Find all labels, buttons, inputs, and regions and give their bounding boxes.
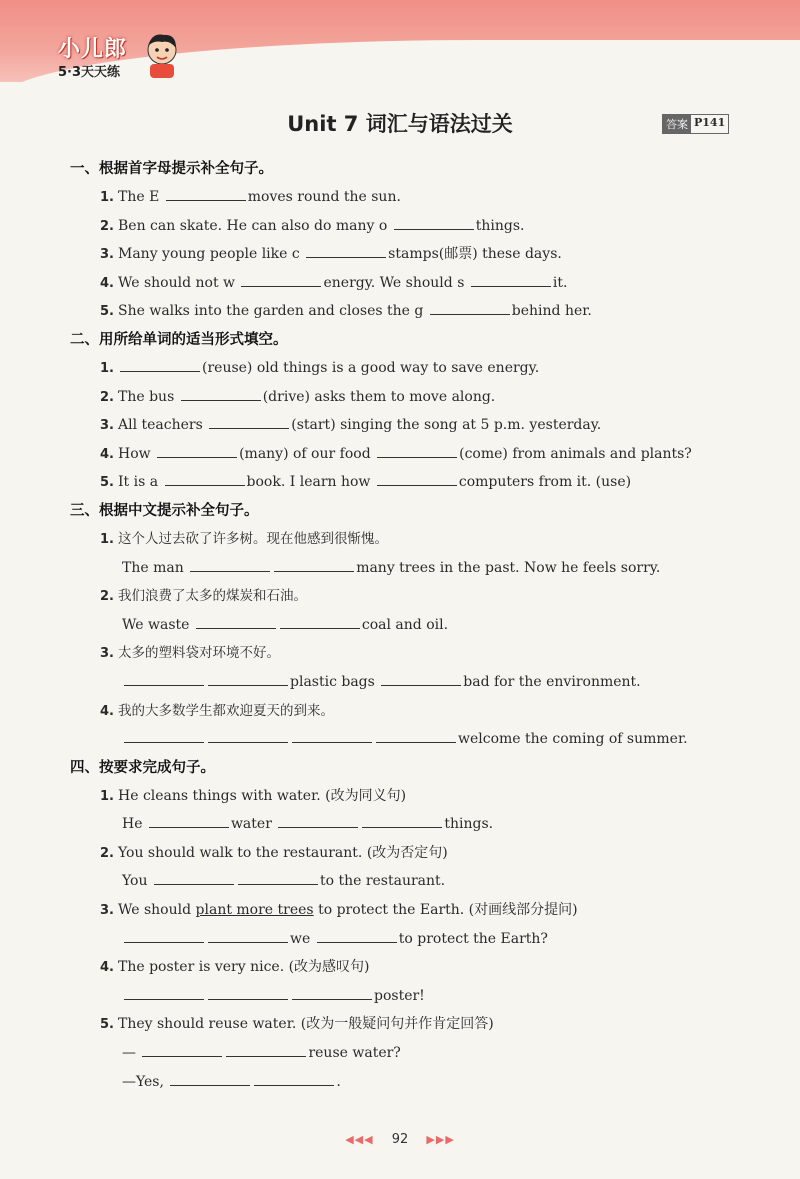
question-line — [70, 697, 750, 726]
section-title: 三、根据中文提示补全句子。 — [70, 502, 259, 519]
question-number: 4. — [100, 960, 114, 976]
question-number: 5. — [100, 475, 114, 491]
question-number: 1. — [100, 788, 114, 804]
question-number: 4. — [100, 446, 114, 462]
question-text: (many) of our food — [239, 445, 371, 462]
question-text: things. — [475, 217, 525, 234]
question-text: He — [122, 816, 143, 833]
question-text: The bus — [118, 388, 175, 405]
question-line — [70, 212, 750, 241]
answer-blank[interactable] — [241, 272, 321, 287]
question-number: 3. — [100, 646, 114, 662]
answer-blank[interactable] — [280, 614, 360, 629]
question-line — [70, 639, 750, 668]
question-text: behind her. — [511, 303, 592, 320]
answer-blank[interactable] — [292, 728, 372, 743]
question-text: Ben can skate. He can also do many o — [118, 217, 388, 234]
question-text: We should — [118, 902, 196, 919]
question-text: book. I learn how — [246, 474, 371, 491]
question-line — [70, 582, 750, 611]
answer-line — [70, 867, 750, 896]
question-number: 2. — [100, 389, 114, 405]
question-line — [70, 953, 750, 982]
question-text: Many young people like c — [118, 246, 300, 263]
question-number: 1. — [100, 531, 114, 547]
answer-blank[interactable] — [181, 386, 261, 401]
question-text: She walks into the garden and closes the g — [118, 303, 424, 320]
answer-blank[interactable] — [209, 414, 289, 429]
question-text: You should walk to the restaurant. (改为否定句) — [118, 844, 448, 861]
question-text: . — [336, 1073, 341, 1090]
answer-reference[interactable] — [662, 114, 729, 134]
question-line — [70, 411, 750, 440]
question-text: stamps(邮票) these days. — [388, 246, 562, 263]
question-line — [70, 839, 750, 868]
answer-blank[interactable] — [208, 671, 288, 686]
question-text: We should not w — [118, 274, 236, 291]
question-line — [70, 383, 750, 412]
answer-line — [70, 725, 750, 754]
question-text: The poster is very nice. (改为感叹句) — [118, 959, 370, 976]
question-number: 4. — [100, 275, 114, 291]
question-number: 3. — [100, 903, 114, 919]
answer-line — [70, 925, 750, 954]
question-text: We waste — [122, 616, 190, 633]
question-line — [70, 525, 750, 554]
question-line — [70, 782, 750, 811]
logo — [58, 32, 127, 80]
answer-blank[interactable] — [377, 443, 457, 458]
page-number: 92 — [391, 1132, 409, 1147]
question-text: They should reuse water. (改为一般疑问句并作肯定回答) — [118, 1016, 494, 1033]
question-number: 3. — [100, 418, 114, 434]
answer-blank[interactable] — [154, 870, 234, 885]
question-text: coal and oil. — [361, 616, 449, 633]
question-text: to protect the Earth? — [398, 930, 548, 947]
question-text: plastic bags — [290, 673, 375, 690]
question-text: 我的大多数学生都欢迎夏天的到来。 — [118, 702, 334, 719]
question-text: The man — [122, 559, 184, 576]
question-text: things. — [444, 816, 494, 833]
question-text: 这个人过去砍了许多树。现在他感到很惭愧。 — [118, 530, 388, 547]
answer-line — [70, 982, 750, 1011]
question-line — [70, 183, 750, 212]
question-line — [70, 297, 750, 326]
question-number: 1. — [100, 190, 114, 205]
question-number: 2. — [100, 218, 114, 234]
question-text: All teachers — [118, 417, 203, 434]
question-text: many trees in the past. Now he feels sorry. — [356, 559, 661, 576]
answer-blank[interactable] — [377, 471, 457, 486]
question-text: He cleans things with water. (改为同义句) — [118, 787, 407, 804]
exercise-content — [70, 155, 750, 1096]
question-text: (start) singing the song at 5 p.m. yesterday. — [291, 417, 602, 434]
section-title: 一、根据首字母提示补全句子。 — [70, 161, 273, 177]
answer-blank[interactable] — [196, 614, 276, 629]
answer-blank[interactable] — [165, 471, 245, 486]
question-text: The E — [118, 189, 160, 205]
answer-blank[interactable] — [362, 813, 442, 828]
question-line — [70, 896, 750, 925]
answer-line — [70, 1068, 750, 1097]
question-text: energy. We should s — [323, 274, 465, 291]
question-text: How — [118, 445, 151, 462]
question-text: 太多的塑料袋对环境不好。 — [118, 645, 280, 662]
question-text: to protect the Earth. (对画线部分提问) — [318, 902, 578, 919]
answer-blank[interactable] — [376, 728, 456, 743]
question-number: 2. — [100, 589, 114, 605]
question-text: (reuse) old things is a good way to save energy. — [202, 359, 540, 376]
answer-blank[interactable] — [238, 870, 318, 885]
question-text: You — [122, 873, 148, 890]
question-line — [70, 440, 750, 469]
question-text: reuse water? — [308, 1045, 401, 1062]
answer-line — [70, 554, 750, 583]
question-line — [70, 1010, 750, 1039]
answer-line — [70, 1039, 750, 1068]
question-text: it. — [552, 274, 568, 291]
answer-blank[interactable] — [278, 813, 358, 828]
answer-blank[interactable] — [317, 928, 397, 943]
question-text: water — [230, 816, 272, 833]
page-title: Unit 7 词汇与语法过关 — [287, 112, 513, 136]
question-text: welcome the coming of summer. — [458, 731, 688, 748]
answer-blank[interactable] — [208, 985, 288, 1000]
answer-blank[interactable] — [124, 728, 204, 743]
question-text: (come) from animals and plants? — [459, 445, 692, 462]
answer-blank[interactable] — [149, 813, 229, 828]
mascot-icon — [142, 30, 182, 80]
question-text: we — [290, 930, 311, 947]
answer-blank[interactable] — [208, 728, 288, 743]
answer-blank[interactable] — [142, 1042, 222, 1057]
section-title: 四、按要求完成句子。 — [70, 759, 215, 776]
question-number: 4. — [100, 703, 114, 719]
logo-title: 小儿郎 — [58, 37, 128, 62]
answer-blank[interactable] — [471, 272, 551, 287]
logo-subtitle: 5·3天天练 — [58, 65, 121, 80]
answer-label: 答案 — [663, 115, 691, 133]
question-text: —Yes, — [122, 1073, 164, 1090]
answer-blank[interactable] — [208, 928, 288, 943]
answer-line — [70, 810, 750, 839]
question-line — [70, 354, 750, 383]
page-footer — [0, 1132, 800, 1147]
prev-arrows-icon: ◀◀◀ — [345, 1133, 374, 1146]
question-number: 3. — [100, 247, 114, 263]
answer-blank[interactable] — [190, 557, 270, 572]
next-arrows-icon: ▶▶▶ — [426, 1133, 455, 1146]
answer-blank[interactable] — [170, 1071, 250, 1086]
question-text: It is a — [118, 474, 159, 491]
answer-blank[interactable] — [394, 215, 474, 230]
question-line — [70, 269, 750, 298]
answer-blank[interactable] — [124, 985, 204, 1000]
answer-blank[interactable] — [166, 186, 246, 201]
answer-blank[interactable] — [381, 671, 461, 686]
question-text: poster! — [374, 987, 425, 1004]
answer-blank[interactable] — [124, 671, 204, 686]
answer-page: P141 — [694, 116, 726, 129]
answer-line — [70, 611, 750, 640]
question-number: 5. — [100, 304, 114, 320]
answer-blank[interactable] — [254, 1071, 334, 1086]
answer-blank[interactable] — [430, 300, 510, 315]
question-text: — — [122, 1045, 136, 1062]
question-text: (drive) asks them to move along. — [262, 388, 496, 405]
answer-blank[interactable] — [292, 985, 372, 1000]
question-text: computers from it. (use) — [458, 474, 632, 491]
underlined-text: plant more trees — [195, 902, 314, 919]
question-text: moves round the sun. — [247, 189, 401, 205]
question-text: 我们浪费了太多的煤炭和石油。 — [118, 588, 307, 605]
question-number: 2. — [100, 845, 114, 861]
section-title: 二、用所给单词的适当形式填空。 — [70, 331, 288, 348]
answer-blank[interactable] — [157, 443, 237, 458]
question-number: 1. — [100, 360, 114, 376]
question-line — [70, 468, 750, 497]
question-number: 5. — [100, 1017, 114, 1033]
answer-blank[interactable] — [306, 243, 386, 258]
answer-blank[interactable] — [124, 928, 204, 943]
question-text: to the restaurant. — [319, 873, 446, 890]
question-line — [70, 240, 750, 269]
answer-line — [70, 668, 750, 697]
answer-blank[interactable] — [226, 1042, 306, 1057]
answer-blank[interactable] — [120, 357, 200, 372]
answer-blank[interactable] — [274, 557, 354, 572]
question-text: bad for the environment. — [463, 673, 641, 690]
